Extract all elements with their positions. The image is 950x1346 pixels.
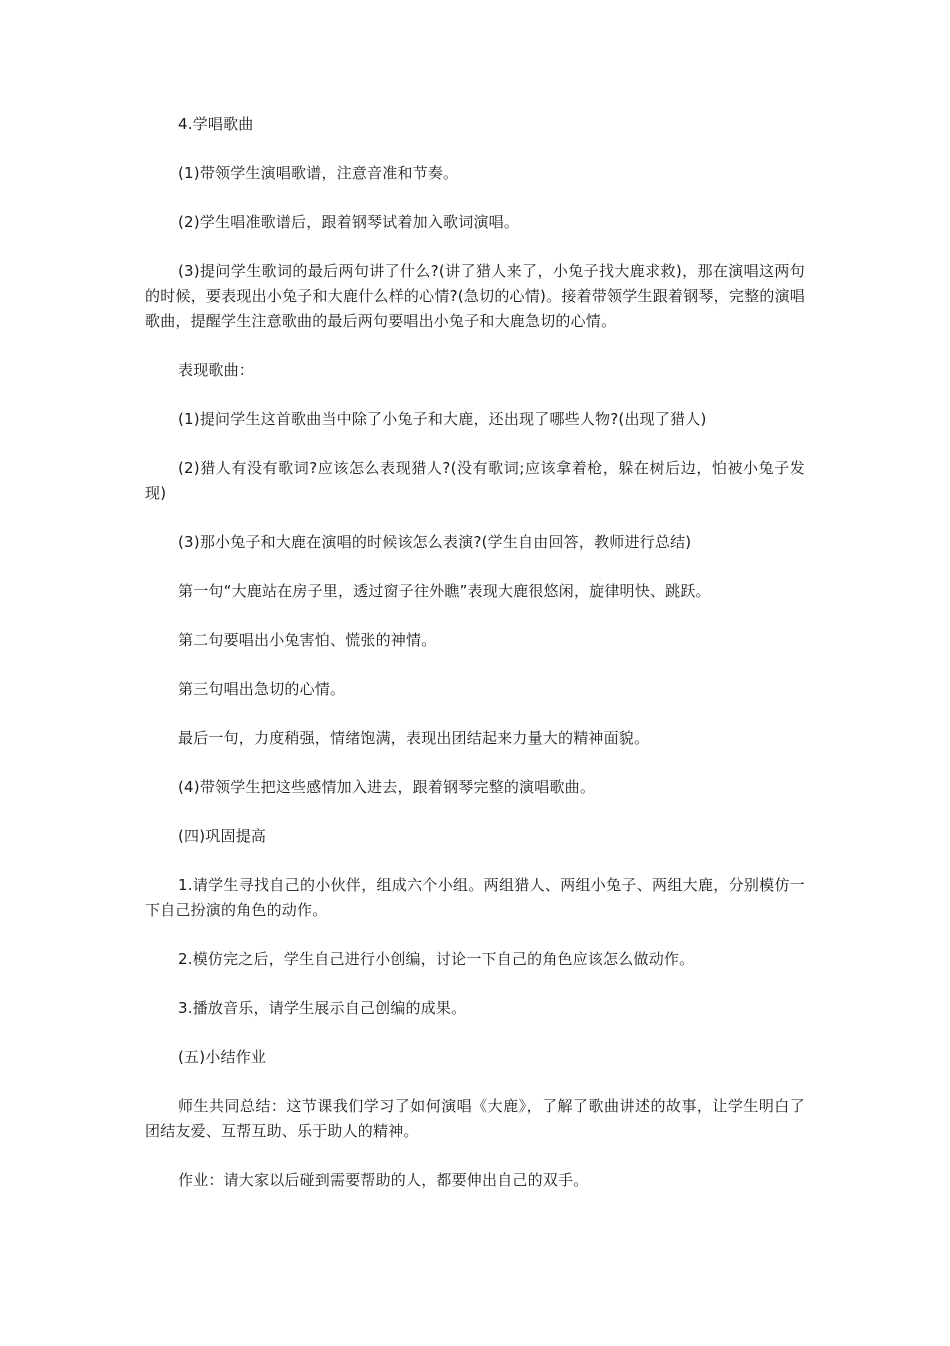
section-heading-perform-song: 表现歌曲： [178, 361, 255, 379]
section-heading-summary-homework: (五)小结作业 [178, 1048, 267, 1066]
step-paragraph: (1)带领学生演唱歌谱，注意音准和节奏。 [178, 164, 459, 182]
step-paragraph: (3)提问学生歌词的最后两句讲了什么?(讲了猎人来了，小兔子找大鹿求救)，那在演唱这两句的时候，要表现出小兔子和大鹿什么样的心情?(急切的心情)。接着带领学生跟着钢琴，完整的演唱歌曲，提醒学生注意歌曲的最后两句要唱出小兔子和大鹿急切的心情。 [145, 262, 805, 330]
homework-paragraph: 作业：请大家以后碰到需要帮助的人，都要伸出自己的双手。 [178, 1171, 589, 1189]
step-paragraph: (2)学生唱准歌谱后，跟着钢琴试着加入歌词演唱。 [178, 213, 520, 231]
step-paragraph: 2.模仿完之后，学生自己进行小创编，讨论一下自己的角色应该怎么做动作。 [178, 950, 695, 968]
body-paragraph: 第二句要唱出小兔害怕、慌张的神情。 [178, 631, 437, 649]
summary-paragraph: 师生共同总结：这节课我们学习了如何演唱《大鹿》，了解了歌曲讲述的故事，让学生明白了团结友爱、互帮互助、乐于助人的精神。 [145, 1097, 805, 1140]
section-heading-consolidate: (四)巩固提高 [178, 827, 267, 845]
body-paragraph: 第三句唱出急切的心情。 [178, 680, 346, 698]
step-paragraph: (2)猎人有没有歌词?应该怎么表现猎人?(没有歌词;应该拿着枪，躲在树后边，怕被小兔子发现) [145, 459, 805, 502]
step-paragraph: 1.请学生寻找自己的小伙伴，组成六个小组。两组猎人、两组小兔子、两组大鹿，分别模仿一下自己扮演的角色的动作。 [145, 876, 805, 919]
body-paragraph: 最后一句，力度稍强，情绪饱满，表现出团结起来力量大的精神面貌。 [178, 729, 650, 747]
step-paragraph: (1)提问学生这首歌曲当中除了小兔子和大鹿，还出现了哪些人物?(出现了猎人) [178, 410, 707, 428]
document-body [145, 112, 805, 1217]
step-paragraph: 3.播放音乐，请学生展示自己创编的成果。 [178, 999, 467, 1017]
body-paragraph: 第一句“大鹿站在房子里，透过窗子往外瞧”表现大鹿很悠闲，旋律明快、跳跃。 [178, 582, 711, 600]
step-paragraph: (3)那小兔子和大鹿在演唱的时候该怎么表演?(学生自由回答，教师进行总结) [178, 533, 692, 551]
section-heading-learn-song: 4.学唱歌曲 [178, 115, 254, 133]
step-paragraph: (4)带领学生把这些感情加入进去，跟着钢琴完整的演唱歌曲。 [178, 778, 596, 796]
